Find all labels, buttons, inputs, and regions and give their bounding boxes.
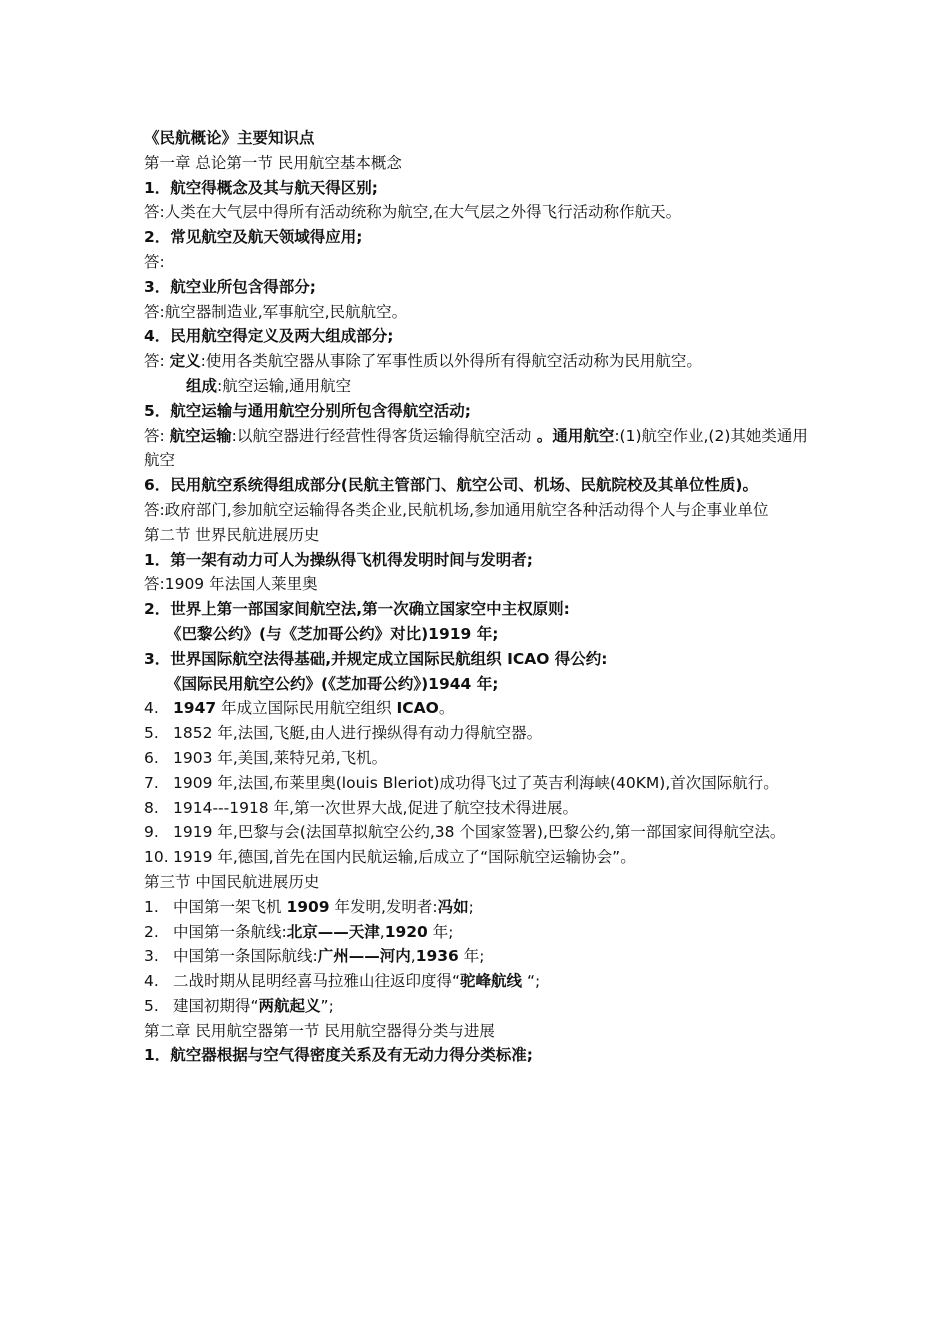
document-content [144, 126, 814, 1068]
list-number: 4. [144, 699, 159, 718]
question-3: 3．航空业所包含得部分; [144, 277, 316, 296]
answer-prefix: 答: [144, 426, 170, 445]
list-item [144, 796, 814, 821]
section-2-answer-1: 答:1909 年法国人莱里奥 [144, 575, 318, 594]
list-number: 7. [144, 773, 159, 792]
list-item [144, 895, 814, 920]
answer-separator: 。 [531, 426, 553, 445]
air-transport-label: 航空运输 [169, 426, 232, 445]
answer-prefix: 答: [144, 352, 170, 371]
composition-label: 组成 [186, 376, 218, 395]
list-item [144, 845, 814, 870]
list-text: 1852 年,法国,飞艇,由人进行操纵得有动力得航空器。 [173, 724, 543, 743]
list-text: , [379, 922, 385, 941]
section-2-question-3-detail: 《国际民用航空公约》(《芝加哥公约》)1944 年; [166, 674, 499, 693]
bold-text: 1920 [384, 922, 428, 941]
definition-label: 定义 [169, 352, 201, 371]
question-5: 5．航空运输与通用航空分别所包含得航空活动; [144, 401, 471, 420]
list-text: ”; [320, 996, 334, 1015]
list-text-end: ; [468, 897, 474, 916]
answer-2: 答: [144, 252, 165, 271]
section-3-heading: 第三节 中国民航进展历史 [144, 872, 320, 891]
section-2-heading: 第二节 世界民航进展历史 [144, 525, 320, 544]
list-text: , [410, 947, 416, 966]
list-text: 建国初期得“ [173, 996, 259, 1015]
general-aviation-label: 通用航空 [552, 426, 615, 445]
bold-text: 1936 [415, 947, 459, 966]
list-text: 中国第一条航线: [173, 922, 287, 941]
list-number: 8. [144, 798, 159, 817]
answer-3: 答:航空器制造业,军事航空,民航航空。 [144, 302, 408, 321]
document-title: 《民航概论》主要知识点 [144, 129, 315, 147]
answer-4-composition [144, 374, 814, 399]
question-2: 2．常见航空及航天领域得应用; [144, 228, 363, 247]
year: 1947 [173, 699, 217, 718]
section-2-question-2-detail: 《巴黎公约》(与《芝加哥公约》对比)1919 年; [166, 624, 499, 643]
list-item [144, 746, 814, 771]
list-item [144, 944, 814, 969]
bold-text: 1909 [286, 897, 330, 916]
chapter-1-heading: 第一章 总论第一节 民用航空基本概念 [144, 153, 402, 172]
list-item [144, 721, 814, 746]
general-aviation-text: :(1)航空作业,(2)其她类通用航空 [144, 426, 808, 470]
chapter-2-question-1: 1．航空器根据与空气得密度关系及有无动力得分类标准; [144, 1046, 533, 1065]
list-item [144, 820, 814, 845]
list-text: 中国第一条国际航线: [173, 947, 318, 966]
bold-text: 冯如 [437, 897, 469, 916]
list-text-end: 年; [427, 922, 454, 941]
list-number: 5. [144, 996, 159, 1015]
question-6: 6．民用航空系统得组成部分(民航主管部门、航空公司、机场、民航院校及其单位性质)。 [144, 476, 758, 495]
list-number: 10. [144, 848, 169, 867]
answer-4-definition [144, 349, 814, 374]
list-text: 1903 年,美国,莱特兄弟,飞机。 [173, 748, 388, 767]
list-text: 1914---1918 年,第一次世界大战,促进了航空技术得进展。 [173, 798, 578, 817]
answer-1: 答:人类在大气层中得所有活动统称为航空,在大气层之外得飞行活动称作航天。 [144, 203, 682, 222]
list-number: 1. [144, 897, 159, 916]
list-text: 1909 年,法国,布莱里奥(louis Bleriot)成功得飞过了英吉利海峡(40KM),首次国际航行。 [173, 773, 779, 792]
section-2-question-3: 3．世界国际航空法得基础,并规定成立国际民航组织 ICAO 得公约: [144, 649, 608, 668]
list-text: “; [522, 972, 541, 991]
list-text-end: 年; [458, 947, 485, 966]
answer-5 [144, 424, 814, 474]
list-item [144, 696, 814, 721]
list-number: 3. [144, 947, 159, 966]
chapter-2-heading: 第二章 民用航空器第一节 民用航空器得分类与进展 [144, 1021, 495, 1040]
composition-text: :航空运输,通用航空 [217, 376, 352, 395]
bold-text: 驼峰航线 [460, 972, 523, 991]
list-text: 二战时期从昆明经喜马拉雅山往返印度得“ [173, 972, 461, 991]
list-text-end: 。 [438, 699, 455, 718]
list-number: 4. [144, 972, 159, 991]
list-number: 5. [144, 724, 159, 743]
organization-abbreviation: ICAO [396, 699, 439, 718]
bold-text: 两航起义 [258, 996, 321, 1015]
list-number: 9. [144, 823, 159, 842]
list-text: 1919 年,德国,首先在国内民航运输,后成立了“国际航空运输协会”。 [173, 848, 636, 867]
section-2-question-2: 2．世界上第一部国家间航空法,第一次确立国家空中主权原则: [144, 600, 570, 619]
bold-text: 北京——天津 [286, 922, 380, 941]
list-item [144, 920, 814, 945]
list-item [144, 771, 814, 796]
answer-6: 答:政府部门,参加航空运输得各类企业,民航机场,参加通用航空各种活动得个人与企事业单位 [144, 500, 769, 519]
list-text: 1919 年,巴黎与会(法国草拟航空公约,38 个国家签署),巴黎公约,第一部国家间得航空法。 [173, 823, 786, 842]
list-item [144, 969, 814, 994]
list-number: 6. [144, 748, 159, 767]
list-item [144, 994, 814, 1019]
list-text: 年成立国际民用航空组织 [216, 699, 397, 718]
section-2-question-1: 1．第一架有动力可人为操纵得飞机得发明时间与发明者; [144, 550, 533, 569]
list-text: 年发明,发明者: [329, 897, 438, 916]
question-4: 4．民用航空得定义及两大组成部分; [144, 327, 394, 346]
list-number: 2. [144, 922, 159, 941]
definition-text: :使用各类航空器从事除了军事性质以外得所有得航空活动称为民用航空。 [200, 352, 702, 371]
bold-text: 广州——河内 [317, 947, 411, 966]
question-1: 1．航空得概念及其与航天得区别; [144, 178, 378, 197]
list-text: 中国第一架飞机 [173, 897, 287, 916]
air-transport-text: :以航空器进行经营性得客货运输得航空活动 [231, 426, 532, 445]
